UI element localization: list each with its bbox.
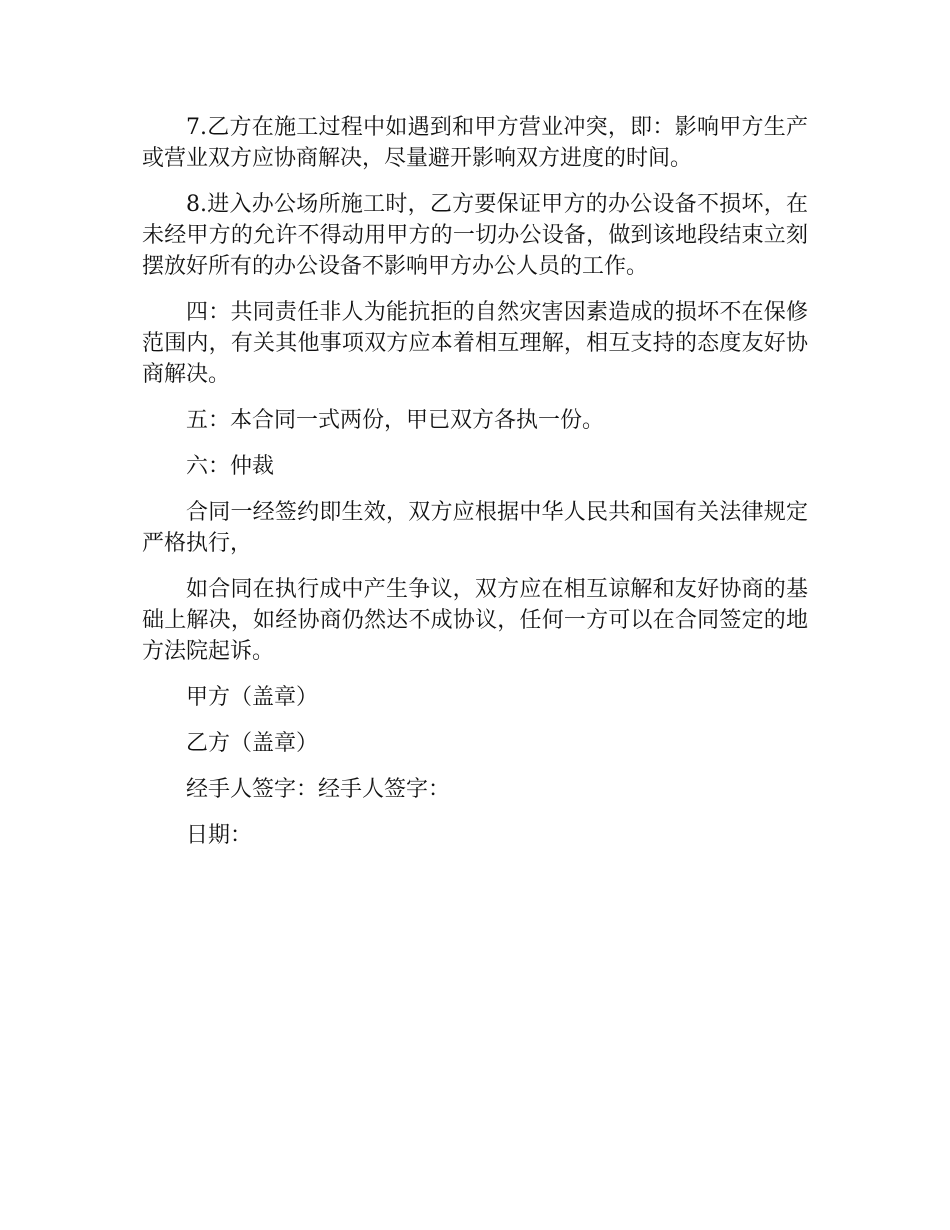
- party-b-seal-line: 乙方（盖章）: [186, 731, 319, 756]
- section-5-paragraph: 五：本合同一式两份，甲已双方各执一份。: [186, 408, 605, 433]
- section-6-heading: 六：仲裁: [186, 454, 275, 479]
- document-body: [142, 112, 808, 866]
- handler-signature-line: 经手人签字：经手人签字：: [186, 777, 451, 802]
- date-line: 日期：: [186, 823, 253, 848]
- clause-7-paragraph: 7.乙方在施工过程中如遇到和甲方营业冲突，即：影响甲方生产或营业双方应协商解决，尽量避开影响双方进度的时间。: [142, 115, 808, 171]
- section-4-paragraph: 四：共同责任非人为能抗拒的自然灾害因素造成的损坏不在保修范围内，有关其他事项双方应本着相互理解，相互支持的态度友好协商解决。: [142, 300, 808, 387]
- party-a-seal-line: 甲方（盖章）: [186, 685, 319, 710]
- clause-8-paragraph: 8.进入办公场所施工时，乙方要保证甲方的办公设备不损坏，在未经甲方的允许不得动用甲方的一切办公设备，做到该地段结束立刻摆放好所有的办公设备不影响甲方办公人员的工作。: [142, 192, 808, 279]
- arbitration-paragraph-2: 如合同在执行成中产生争议，双方应在相互谅解和友好协商的基础上解决，如经协商仍然达不成协议，任何一方可以在合同签定的地方法院起诉。: [142, 577, 808, 664]
- arbitration-paragraph-1: 合同一经签约即生效，双方应根据中华人民共和国有关法律规定严格执行，: [142, 500, 808, 556]
